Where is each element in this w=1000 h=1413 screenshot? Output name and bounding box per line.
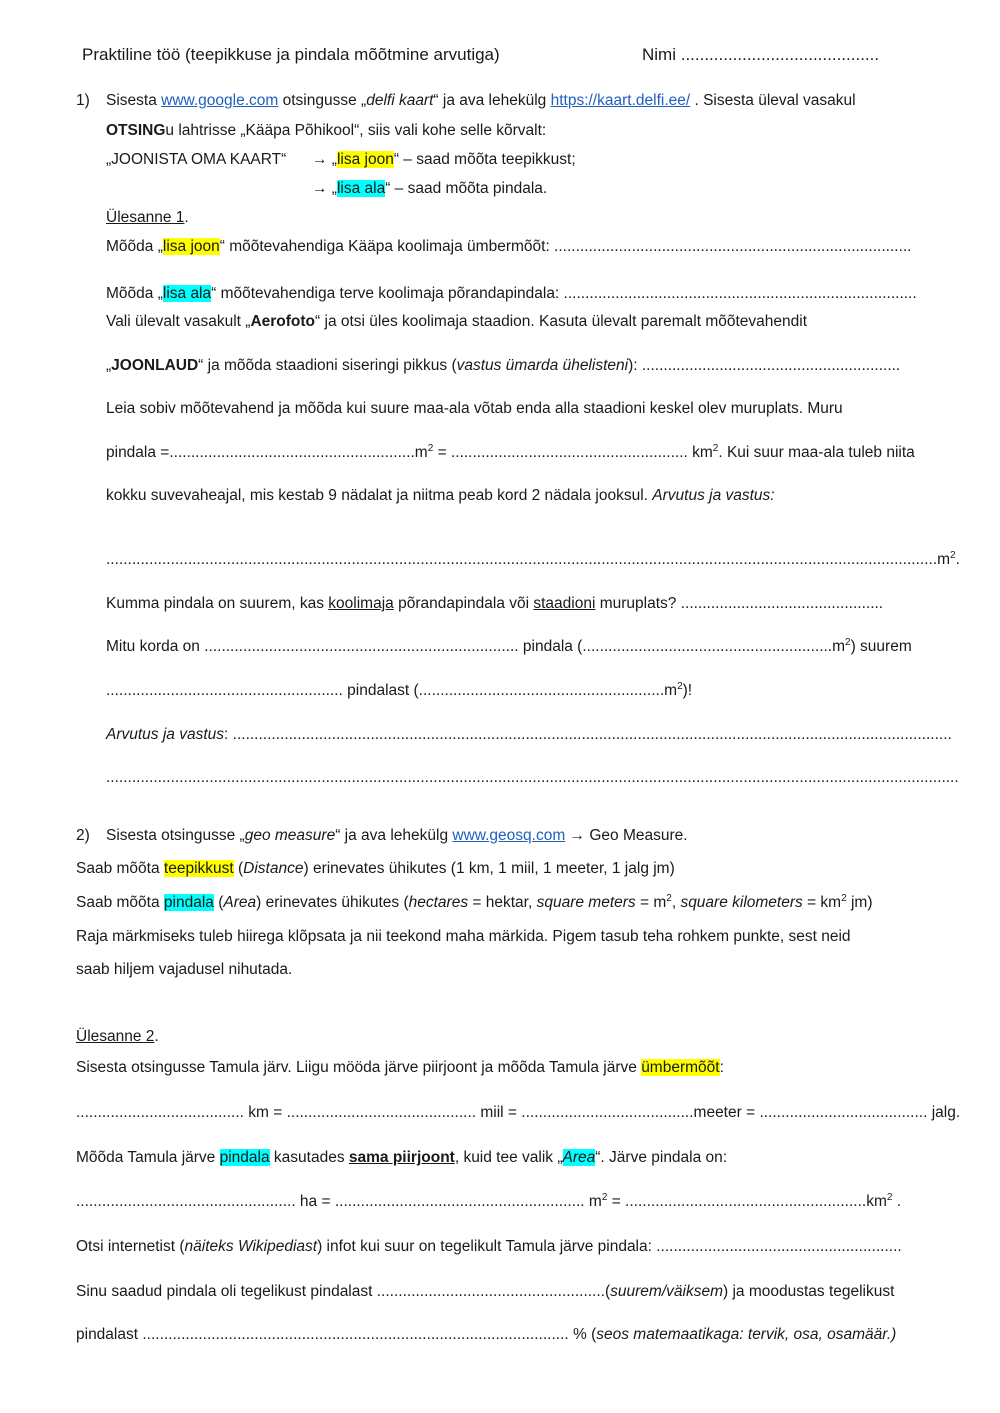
question-how-many-times xyxy=(106,637,912,657)
question-which-larger xyxy=(106,594,883,614)
page-title: Praktiline töö (teepikkuse ja pindala mõõtmine arvutiga) xyxy=(82,45,500,64)
text: Mitu korda on ......................................................................... pindala (..........................................................m xyxy=(106,638,846,655)
highlight-umbermoot: ümbermõõt xyxy=(641,1059,720,1076)
text: otsingusse „ xyxy=(278,92,367,109)
text: Geo Measure. xyxy=(589,827,688,844)
ex2-percent-line xyxy=(76,1325,896,1345)
ex2-line1 xyxy=(76,1058,724,1078)
text: : xyxy=(719,1059,724,1076)
geosq-link[interactable]: www.geosq.com xyxy=(452,827,566,844)
text: ) infot kui suur on tegelikult Tamula järve pindala: ......................................................... xyxy=(317,1238,902,1255)
question-grass-area-units xyxy=(106,443,915,463)
bold-text: OTSING xyxy=(106,122,166,139)
task2-line1 xyxy=(106,826,688,846)
text: pindala =.........................................................m xyxy=(106,444,428,461)
text: ( xyxy=(233,860,244,877)
ex2-area-units-line xyxy=(76,1192,901,1212)
italic-text: square kilometers xyxy=(680,894,803,911)
underlined-text: koolimaja xyxy=(328,595,394,612)
delfi-map-link[interactable]: https://kaart.delfi.ee/ xyxy=(550,92,691,109)
task2-line4: Raja märkmiseks tuleb hiirega klõpsata ja nii teekond maha märkida. Pigem tasub teha rohkem punkte, sest neid xyxy=(76,928,851,945)
bold-underlined-text: sama piirjoont xyxy=(348,1149,455,1166)
superscript: 2 xyxy=(712,442,719,454)
italic-text: Distance xyxy=(243,860,304,877)
task1-line4 xyxy=(312,179,547,199)
text: “ mõõtevahendiga Kääpa koolimaja ümbermõõt: ................................................................................... xyxy=(219,238,912,255)
text: = ........................................................km xyxy=(607,1193,887,1210)
text: ) erinevates ühikutes (1 km, 1 miil, 1 meeter, 1 jalg jm) xyxy=(303,860,675,877)
text: Ülesanne 2 xyxy=(76,1028,155,1045)
highlight-pindala: pindala xyxy=(219,1149,270,1166)
superscript: 2 xyxy=(666,892,672,904)
text: . Sisesta üleval vasakul xyxy=(690,92,856,109)
task-number-2: 2) xyxy=(76,827,90,844)
text: Mõõda „ xyxy=(106,285,163,302)
text: = hektar, xyxy=(468,894,537,911)
task1-line3-right xyxy=(312,150,576,170)
text: . xyxy=(184,209,189,226)
text: u lahtrisse „Kääpa Põhikool“, siis vali kohe selle kõrvalt: xyxy=(165,122,547,139)
text: kokku suvevaheajal, mis kestab 9 nädalat ja niitma peab kord 2 nädala jooksul. xyxy=(106,487,653,504)
underlined-text: staadioni xyxy=(533,595,596,612)
text: = ....................................................... km xyxy=(433,444,713,461)
text: ....................................................... pindalast (.........................................................m xyxy=(106,682,678,699)
text: Otsi internetist ( xyxy=(76,1238,185,1255)
question-grass-area: Leia sobiv mõõtevahend ja mõõda kui suure maa-ala võtab enda alla staadioni keskel olev muruplats. Muru xyxy=(106,400,843,417)
highlight-lisa-joon: lisa joon xyxy=(162,238,220,255)
text: Sisesta xyxy=(106,92,162,109)
task1-line1 xyxy=(106,91,856,111)
text: põrandapindala või xyxy=(393,595,534,612)
bold-text: Aerofoto xyxy=(250,313,316,330)
name-field-label: Nimi .......................................... xyxy=(642,45,880,64)
text: ) ja moodustas tegelikust xyxy=(722,1283,895,1300)
text: = km xyxy=(802,894,842,911)
ex2-wikipedia-line xyxy=(76,1237,902,1257)
superscript: 2 xyxy=(427,442,434,454)
ex2-compare-line xyxy=(76,1282,894,1302)
task1-line3-left: „JOONISTA OMA KAART“ xyxy=(106,151,287,168)
text: , kuid tee valik „ xyxy=(454,1149,563,1166)
ex2-area-instruction xyxy=(76,1148,727,1168)
text: Saab mõõta xyxy=(76,860,164,877)
text: . xyxy=(955,551,960,568)
exercise-1-title xyxy=(106,208,189,228)
task2-line2 xyxy=(76,859,675,879)
task2-line3 xyxy=(76,893,872,913)
text: “ ja ava lehekülg xyxy=(335,827,453,844)
exercise-2-title xyxy=(76,1027,159,1047)
italic-text: geo measure xyxy=(244,827,336,844)
italic-text: Area xyxy=(223,894,257,911)
task2-line5: saab hiljem vajadusel nihutada. xyxy=(76,961,293,978)
italic-text: seos matemaatikaga: tervik, osa, osamäär.) xyxy=(596,1326,897,1343)
superscript: 2 xyxy=(950,549,956,561)
text: : ....................................................................................................................................................................... xyxy=(224,726,952,743)
highlight-teepikkust: teepikkust xyxy=(163,860,234,877)
text: pindalast ................................................................................................... % ( xyxy=(76,1326,597,1343)
calculation-line xyxy=(106,725,952,745)
text: Kumma pindala on suurem, kas xyxy=(106,595,329,612)
text: Saab mõõta xyxy=(76,894,164,911)
text: “. Järve pindala on: xyxy=(595,1149,728,1166)
highlight-lisa-ala: lisa ala xyxy=(336,180,386,197)
text: ): ............................................................ xyxy=(628,357,901,374)
task-number-1: 1) xyxy=(76,92,90,109)
answer-line: ...................................................................................................................................................................................................... xyxy=(106,769,959,786)
superscript: 2 xyxy=(601,1191,608,1203)
text: Vali ülevalt vasakult „ xyxy=(106,313,251,330)
question-perimeter xyxy=(106,237,911,257)
text: )! xyxy=(682,682,693,699)
text: kasutades xyxy=(269,1149,349,1166)
text: “ – saad mõõta teepikkust; xyxy=(393,151,576,168)
bold-text: JOONLAUD xyxy=(111,357,199,374)
text: jm) xyxy=(846,894,873,911)
text: ) suurem xyxy=(850,638,912,655)
arrow-icon: → xyxy=(312,151,328,168)
question-aerofoto xyxy=(106,312,807,332)
question-floor-area xyxy=(106,284,917,304)
italic-text: hectares xyxy=(408,894,469,911)
highlight-pindala: pindala xyxy=(163,894,214,911)
text: Mõõda Tamula järve xyxy=(76,1149,220,1166)
answer-line-mowing xyxy=(106,550,960,570)
text: ) erinevates ühikutes ( xyxy=(256,894,409,911)
italic-text: vastus ümarda ühelisteni xyxy=(456,357,629,374)
italic-text: Arvutus ja vastus xyxy=(106,726,225,743)
arrow-icon: → xyxy=(565,827,590,844)
text: ( xyxy=(213,894,224,911)
text: ................................................... ha = .......................................................... m xyxy=(76,1193,602,1210)
highlight-lisa-ala: lisa ala xyxy=(162,285,212,302)
text: .................................................................................................................................................................................................m xyxy=(106,551,951,568)
text: “ ja otsi üles koolimaja staadion. Kasuta ülevalt paremalt mõõtevahendit xyxy=(315,313,807,330)
arrow-icon: → xyxy=(312,180,328,197)
italic-text: suurem/väiksem xyxy=(610,1283,723,1300)
google-link[interactable]: www.google.com xyxy=(161,92,279,109)
query-text: delfi kaart xyxy=(366,92,434,109)
text: “ mõõtevahendiga terve koolimaja põrandapindala: .................................................................................. xyxy=(211,285,917,302)
question-mowing xyxy=(106,486,775,506)
superscript: 2 xyxy=(845,636,851,648)
question-stadium-length xyxy=(106,356,900,376)
text: . xyxy=(892,1193,902,1210)
highlight-lisa-joon: lisa joon xyxy=(336,151,394,168)
text: Ülesanne 1 xyxy=(106,209,185,226)
text: „ xyxy=(106,357,112,374)
text: “ ja ava lehekülg xyxy=(433,92,551,109)
italic-text: Arvutus ja vastus: xyxy=(652,487,775,504)
italic-text: näiteks Wikipediast xyxy=(184,1238,318,1255)
text: Sisesta otsingusse „ xyxy=(106,827,245,844)
text: “ ja mõõda staadioni siseringi pikkus ( xyxy=(198,357,457,374)
task1-line2 xyxy=(106,121,546,141)
text: „ xyxy=(327,151,337,168)
superscript: 2 xyxy=(841,892,847,904)
text: . Kui suur maa-ala tuleb niita xyxy=(718,444,915,461)
question-how-many-times-cont xyxy=(106,681,692,701)
ex2-units-line: ....................................... km = ............................................ miil = ........................................meeter = ....................................... jalg. xyxy=(76,1104,961,1121)
text: “ – saad mõõta pindala. xyxy=(385,180,548,197)
text: Sinu saadud pindala oli tegelikust pindalast .....................................................( xyxy=(76,1283,611,1300)
text: . xyxy=(154,1028,159,1045)
superscript: 2 xyxy=(677,680,683,692)
text: , xyxy=(671,894,681,911)
italic-text: square meters xyxy=(536,894,636,911)
highlight-area: Area xyxy=(562,1149,596,1166)
text: „ xyxy=(327,180,337,197)
text: Sisesta otsingusse Tamula järv. Liigu mööda järve piirjoont ja mõõda Tamula järve xyxy=(76,1059,642,1076)
text: = m xyxy=(635,894,667,911)
superscript: 2 xyxy=(886,1191,893,1203)
text: muruplats? ............................................... xyxy=(595,595,884,612)
text: Mõõda „ xyxy=(106,238,163,255)
